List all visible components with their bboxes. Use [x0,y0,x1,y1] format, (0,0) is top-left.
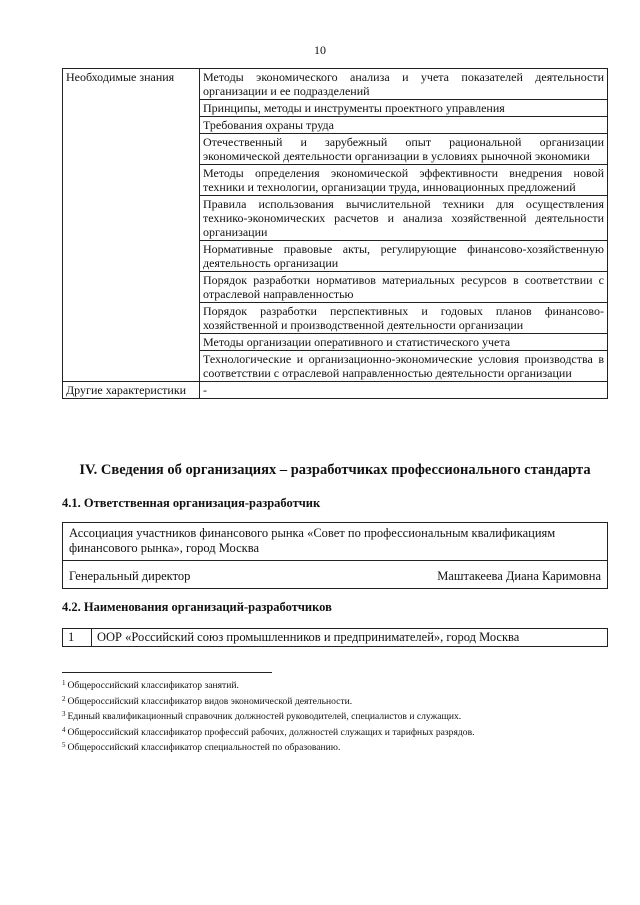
table-row [63,629,608,647]
knowledge-item: Принципы, методы и инструменты проектного управления [200,100,608,117]
knowledge-item: Методы экономического анализа и учета показателей деятельности организации и ее подразделений [200,69,608,100]
knowledge-item: Отечественный и зарубежный опыт рациональной организации экономической деятельности организации в условиях рыночной экономики [200,134,608,165]
footnote [62,724,608,740]
footnote-divider [62,672,272,673]
footnote [62,693,608,709]
footnote-mark: 2 [62,694,66,703]
knowledge-item: Порядок разработки нормативов материальных ресурсов в соответствии с отраслевой направленностью [200,272,608,303]
table-row [63,69,608,100]
footnote-text: Общероссийский классификатор занятий. [67,680,239,691]
director-position: Генеральный директор [69,569,191,583]
knowledge-item: Порядок разработки перспективных и годовых планов финансово-хозяйственной и производственной деятельности организации [200,303,608,334]
signature-row [63,561,608,589]
responsible-org-name: Ассоциация участников финансового рынка «Совет по профессиональным квалификациям финансового рынка», город Москва [63,523,608,561]
footnote-mark: 3 [62,710,66,718]
knowledge-item: Методы организации оперативного и статистического учета [200,334,608,351]
page-number: 10 [314,43,326,57]
knowledge-label: Необходимые знания [63,69,200,382]
other-characteristics-label: Другие характеристики [63,382,200,399]
knowledge-table [62,68,608,399]
footnote-mark: 4 [62,725,66,734]
footnote-text: Общероссийский классификатор специальностей по образованию. [67,742,341,753]
developer-name: ООР «Российский союз промышленников и предпринимателей», город Москва [92,629,608,647]
developers-table [62,628,608,647]
knowledge-item: Нормативные правовые акты, регулирующие финансово-хозяйственную деятельность организации [200,241,608,272]
section-title: IV. Сведения об организациях – разработчиках профессионального стандарта [79,462,591,478]
footnote-text: Общероссийский классификатор профессий рабочих, должностей служащих и тарифных разрядов. [67,726,475,738]
responsible-org-table [62,522,608,589]
developers-heading: 4.2. Наименования организаций-разработчиков [62,600,332,614]
table-row [63,382,608,399]
footnote [62,677,608,693]
knowledge-item: Требования охраны труда [200,117,608,134]
footnote [62,739,608,755]
other-characteristics-value: - [200,382,608,399]
director-name: Маштакеева Диана Каримовна [437,569,601,583]
developer-number: 1 [63,629,92,647]
table-row [63,523,608,561]
footnote-mark: 5 [62,741,66,749]
footnotes [62,677,608,755]
knowledge-item: Правила использования вычислительной техники для осуществления технико-экономических расчетов и анализа хозяйственной деятельности организации [200,196,608,241]
knowledge-item: Методы определения экономической эффективности внедрения новой техники и технологии, организации труда, инновационных предложений [200,165,608,196]
footnote-mark: 1 [62,679,66,687]
knowledge-item: Технологические и организационно-экономические условия производства в соответствии с отраслевой направленностью деятельности организации [200,351,608,382]
footnote-text: Единый квалификационный справочник должностей руководителей, специалистов и служащих. [67,711,462,722]
footnote [62,708,608,724]
responsible-org-heading: 4.1. Ответственная организация-разработчик [62,496,321,510]
table-row [63,561,608,589]
footnote-text: Общероссийский классификатор видов экономической деятельности. [67,695,353,707]
